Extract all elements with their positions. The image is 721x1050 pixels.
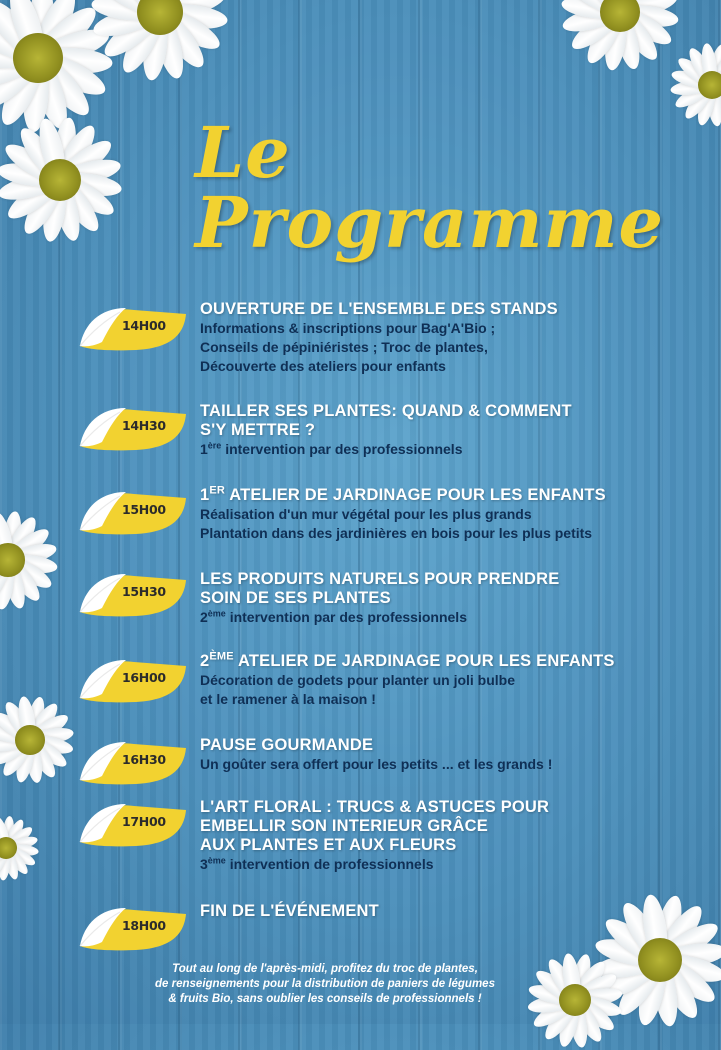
daisy-flower-icon: [558, 0, 682, 74]
heading-sup: ER: [209, 484, 226, 497]
schedule-detail: Informations & inscriptions pour Bag'A'Bio ;: [200, 320, 496, 336]
schedule-heading: L'ART FLORAL : TRUCS & ASTUCES POUR: [200, 798, 550, 816]
schedule-heading: FIN DE L'ÉVÉNEMENT: [200, 902, 379, 920]
page-title: Le Programme: [195, 111, 665, 264]
detail-sup: ème: [207, 855, 226, 866]
schedule-detail: Découverte des ateliers pour enfants: [200, 358, 446, 374]
detail-num: 1: [200, 441, 208, 457]
daisy-flower-icon: [525, 950, 625, 1050]
leaf-badge-icon: [76, 570, 188, 618]
schedule-content: [200, 902, 705, 921]
schedule-content: [200, 798, 705, 874]
leaf-badge-icon: [76, 488, 188, 536]
schedule-detail: Réalisation d'un mur végétal pour les plus grands: [200, 506, 532, 522]
leaf-badge-icon: [76, 738, 188, 786]
heading-num: 2: [200, 652, 210, 670]
daisy-flower-icon: [0, 508, 60, 612]
schedule-heading: [200, 652, 705, 671]
detail-rest: intervention par des professionnels: [221, 441, 463, 457]
schedule-heading: [200, 486, 705, 505]
schedule-detail: [200, 608, 705, 627]
schedule-content: [200, 570, 705, 627]
time-label: 14H30: [122, 418, 166, 433]
leaf-badge-icon: [76, 404, 188, 452]
schedule-content: [200, 402, 705, 459]
schedule-detail: [200, 440, 705, 459]
footer-line: de renseignements pour la distribution de paniers de légumes: [155, 978, 495, 990]
time-label: 15H00: [122, 502, 166, 517]
detail-num: 3: [200, 856, 208, 872]
schedule-heading: TAILLER SES PLANTES: QUAND & COMMENT: [200, 402, 572, 420]
heading-rest: ATELIER DE JARDINAGE POUR LES ENFANTS: [225, 486, 606, 504]
schedule-heading: OUVERTURE DE L'ENSEMBLE DES STANDS: [200, 300, 558, 318]
schedule-heading: EMBELLIR SON INTERIEUR GRÂCE: [200, 817, 488, 835]
heading-rest: ATELIER DE JARDINAGE POUR LES ENFANTS: [233, 652, 615, 670]
heading-sup: ÈME: [209, 650, 234, 663]
detail-sup: ème: [207, 608, 226, 619]
leaf-badge-icon: [76, 304, 188, 352]
daisy-flower-icon: [0, 114, 126, 246]
detail-rest: intervention de professionnels: [225, 856, 434, 872]
schedule-content: [200, 486, 705, 543]
heading-num: 1: [200, 486, 210, 504]
daisy-flower-icon: [668, 41, 721, 129]
footer-note: [110, 962, 540, 1007]
footer-line: & fruits Bio, sans oublier les conseils de professionnels !: [168, 993, 482, 1005]
time-label: 18H00: [122, 918, 166, 933]
time-label: 14H00: [122, 318, 166, 333]
leaf-badge-icon: [76, 656, 188, 704]
time-label: 16H00: [122, 670, 166, 685]
schedule-detail: et le ramener à la maison !: [200, 691, 376, 707]
time-label: 16H30: [122, 752, 166, 767]
schedule-content: [200, 652, 705, 709]
leaf-badge-icon: [76, 904, 188, 952]
detail-num: 2: [200, 609, 208, 625]
time-label: 17H00: [122, 814, 166, 829]
schedule-heading: AUX PLANTES ET AUX FLEURS: [200, 836, 457, 854]
daisy-flower-icon: [88, 0, 232, 84]
schedule-detail: Plantation dans des jardinières en bois pour les plus petits: [200, 525, 593, 541]
schedule-heading: LES PRODUITS NATURELS POUR PRENDRE: [200, 570, 560, 588]
schedule-detail: Conseils de pépiniéristes ; Troc de plantes,: [200, 339, 488, 355]
time-label: 15H30: [122, 584, 166, 599]
schedule-content: [200, 736, 705, 774]
schedule-heading: SOIN DE SES PLANTES: [200, 589, 391, 607]
schedule-heading: PAUSE GOURMANDE: [200, 736, 374, 754]
detail-rest: intervention par des professionnels: [225, 609, 467, 625]
detail-sup: ère: [207, 440, 222, 451]
daisy-flower-icon: [0, 694, 76, 786]
leaf-badge-icon: [76, 800, 188, 848]
schedule-content: [200, 300, 705, 376]
footer-line: Tout au long de l'après-midi, profitez du troc de plantes,: [172, 963, 478, 975]
schedule-detail: Décoration de godets pour planter un joli bulbe: [200, 672, 516, 688]
schedule-detail: [200, 855, 705, 874]
schedule-detail: Un goûter sera offert pour les petits ... et les grands !: [200, 756, 553, 772]
daisy-flower-icon: [0, 814, 40, 882]
schedule-heading: S'Y METTRE ?: [200, 421, 316, 439]
